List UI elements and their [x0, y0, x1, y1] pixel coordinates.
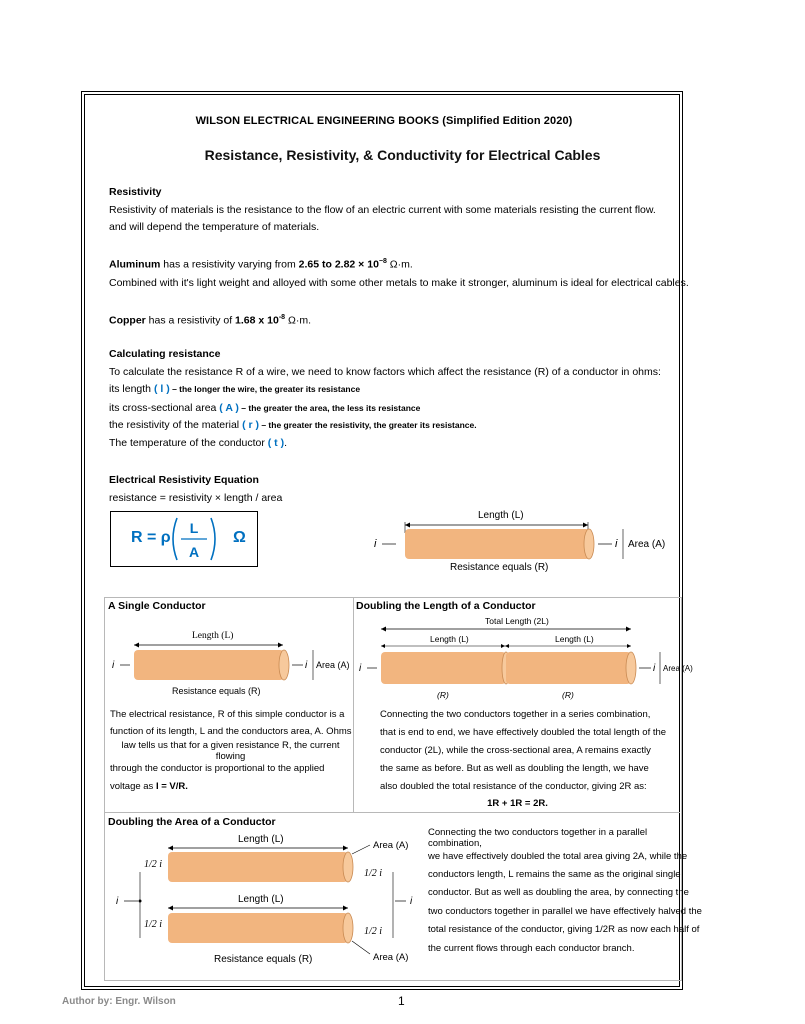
formula-right-paren	[211, 518, 215, 560]
page-number: 1	[398, 994, 405, 1008]
double-length-text-5: also doubled the total resistance of the conductor, giving 2R as:	[380, 781, 647, 792]
main-current-out: i	[615, 538, 618, 550]
double-area-resistance-label: Resistance equals (R)	[214, 954, 313, 965]
aluminum-line	[109, 258, 413, 271]
factor-area-note: – the greater the area, the less its resistance	[238, 403, 421, 413]
resistance-formula	[111, 512, 257, 566]
double-length-text-3: conductor (2L), while the cross-sectional area, A remains exactly	[380, 745, 651, 756]
table-horizontal-divider	[104, 812, 680, 813]
copper-name: Copper	[109, 314, 146, 327]
factor-resistivity	[109, 419, 477, 431]
single-text-3: law tells us that for a given resistance R, the current	[121, 740, 340, 751]
factor-area-symbol: ( A )	[219, 402, 239, 414]
factor-resistivity-note: – the greater the resistivity, the greater its resistance.	[258, 420, 477, 430]
factor-area-label: its cross-sectional area	[109, 402, 220, 414]
single-length-label: Length (L)	[192, 631, 234, 641]
factor-temperature	[109, 437, 287, 449]
double-area-conductor-top	[168, 852, 348, 882]
double-area-text-6: two conductors together in parallel we have effectively halved the	[428, 906, 702, 917]
double-area-text-7: total resistance of the conductor, giving 1/2R as now each half of	[428, 924, 700, 935]
double-area-halfr-top: 1/2 i	[364, 868, 383, 879]
factor-area	[109, 402, 420, 414]
aluminum-name: Aluminum	[109, 258, 161, 271]
factor-temperature-end: .	[284, 437, 288, 449]
single-resistance-label: Resistance equals (R)	[172, 686, 261, 696]
aluminum-unit: Ω·m.	[386, 258, 413, 271]
double-area-text-2: combination,	[428, 838, 482, 849]
single-heading: A Single Conductor	[108, 600, 206, 612]
copper-line	[109, 314, 311, 327]
double-area-len1: Length (L)	[238, 834, 284, 845]
equation-text: resistance = resistivity × length / area	[109, 492, 283, 504]
double-area-text-1: Connecting the two conductors together in a parallel	[428, 827, 648, 838]
double-length-r1: (R)	[437, 690, 449, 700]
factor-length	[109, 383, 360, 395]
equation-heading: Electrical Resistivity Equation	[109, 474, 259, 486]
main-current-in: i	[374, 538, 377, 550]
calc-intro: To calculate the resistance R of a wire, we need to know factors which affect the resistance (R) of a conductor in ohms:	[109, 366, 661, 378]
main-conductor-end	[584, 529, 594, 559]
copper-text: has a resistivity of	[145, 314, 236, 327]
double-length-total-label: Total Length (2L)	[485, 616, 549, 626]
factor-length-note: – the longer the wire, the greater its resistance	[169, 384, 361, 394]
single-text-1: The electrical resistance, R of this simple conductor is a	[110, 709, 345, 720]
double-area-figure	[108, 828, 426, 968]
factor-resistivity-label: the resistivity of the material	[109, 419, 243, 431]
resistivity-line-2: and will depend the temperature of materials.	[109, 221, 320, 233]
main-length-label: Length (L)	[478, 510, 524, 521]
double-area-text-5: conductor. But as well as doubling the area, by connecting the	[428, 887, 689, 898]
double-length-text-4: the same as before. But as well as doubling the length, we have	[380, 763, 649, 774]
resistivity-heading: Resistivity	[109, 186, 162, 198]
single-text-6	[110, 781, 188, 792]
factor-resistivity-symbol: ( r )	[242, 419, 259, 431]
double-area-halfr-bottom: 1/2 i	[364, 926, 383, 937]
single-text-2: function of its length, L and the conductors area, A. Ohms	[110, 726, 352, 737]
double-length-len1: Length (L)	[430, 634, 469, 644]
double-area-area2: Area (A)	[373, 952, 409, 963]
double-area-half-top: 1/2 i	[144, 859, 163, 870]
double-length-current-out: i	[653, 663, 656, 674]
single-area-label: Area (A)	[316, 660, 350, 670]
calc-heading: Calculating resistance	[109, 348, 221, 360]
single-conductor-body	[134, 650, 284, 680]
factor-temperature-symbol: ( t )	[267, 437, 285, 449]
resistance-formula-box	[110, 511, 258, 567]
double-area-area1: Area (A)	[373, 840, 409, 851]
double-area-half-bottom: 1/2 i	[144, 919, 163, 930]
double-length-figure	[355, 612, 693, 702]
double-area-text-8: the current flows through each conductor branch.	[428, 943, 635, 954]
factor-temperature-label: The temperature of the conductor	[109, 437, 268, 449]
main-conductor-body	[405, 529, 590, 559]
page-title: Resistance, Resistivity, & Conductivity for Electrical Cables	[204, 147, 601, 163]
factor-length-symbol: ( l )	[153, 383, 170, 395]
single-text-6-lead: voltage as	[110, 781, 156, 792]
formula-unit: Ω	[233, 529, 246, 546]
aluminum-exponent: −8	[378, 258, 387, 265]
main-area-label: Area (A)	[628, 539, 666, 550]
conductor-figure-main	[370, 505, 680, 575]
double-length-conductor-1	[381, 652, 506, 684]
double-length-text-1: Connecting the two conductors together in a series combination,	[380, 709, 651, 720]
single-conductor-figure	[108, 625, 353, 700]
double-length-len2: Length (L)	[555, 634, 594, 644]
double-area-current-in: i	[116, 896, 119, 907]
formula-denominator: A	[188, 544, 200, 560]
factor-length-label: its length	[109, 383, 154, 395]
aluminum-value: 2.65 to 2.82 × 10	[298, 258, 379, 271]
formula-lhs: R = ρ	[131, 529, 171, 546]
copper-value: 1.68 x 10	[235, 314, 279, 327]
main-resistance-label: Resistance equals (R)	[450, 562, 549, 573]
double-length-r2: (R)	[562, 690, 574, 700]
footer-author: Author by: Engr. Wilson	[62, 996, 176, 1007]
aluminum-text: has a resistivity varying from	[160, 258, 299, 271]
double-length-equation: 1R + 1R = 2R.	[487, 798, 548, 809]
formula-numerator: L	[189, 520, 199, 536]
table-vertical-divider	[353, 597, 354, 812]
single-current-in: i	[112, 660, 115, 671]
single-text-4: flowing	[215, 751, 246, 762]
copper-exponent: -8	[278, 314, 286, 321]
double-area-text-4: conductors length, L remains the same as the original single	[428, 869, 681, 880]
double-area-len2: Length (L)	[238, 894, 284, 905]
double-length-current-in: i	[359, 663, 362, 674]
single-text-5: through the conductor is proportional to the applied	[110, 763, 325, 774]
double-length-heading: Doubling the Length of a Conductor	[356, 600, 536, 612]
book-header: WILSON ELECTRICAL ENGINEERING BOOKS (Simplified Edition 2020)	[195, 115, 573, 127]
double-area-conductor-bottom	[168, 913, 348, 943]
ohms-law: I = V/R.	[155, 781, 188, 792]
double-length-text-2: that is end to end, we have effectively doubled the total length of the	[380, 727, 667, 738]
double-length-conductor-2	[506, 652, 631, 684]
aluminum-note: Combined with it's light weight and alloyed with some other metals to make it stronger, aluminum is ideal for electrical cables.	[109, 277, 689, 289]
double-length-area-label: Area (A)	[663, 664, 693, 673]
double-area-text-3: we have effectively doubled the total area giving 2A, while the	[428, 851, 688, 862]
single-current-out: i	[305, 660, 308, 671]
formula-left-paren	[173, 518, 177, 560]
double-area-current-out: i	[410, 896, 413, 907]
resistivity-line-1: Resistivity of materials is the resistance to the flow of an electric current with some materials resisting the current flow.	[109, 204, 656, 216]
copper-unit: Ω·m.	[285, 314, 311, 327]
double-area-heading: Doubling the Area of a Conductor	[108, 816, 276, 828]
